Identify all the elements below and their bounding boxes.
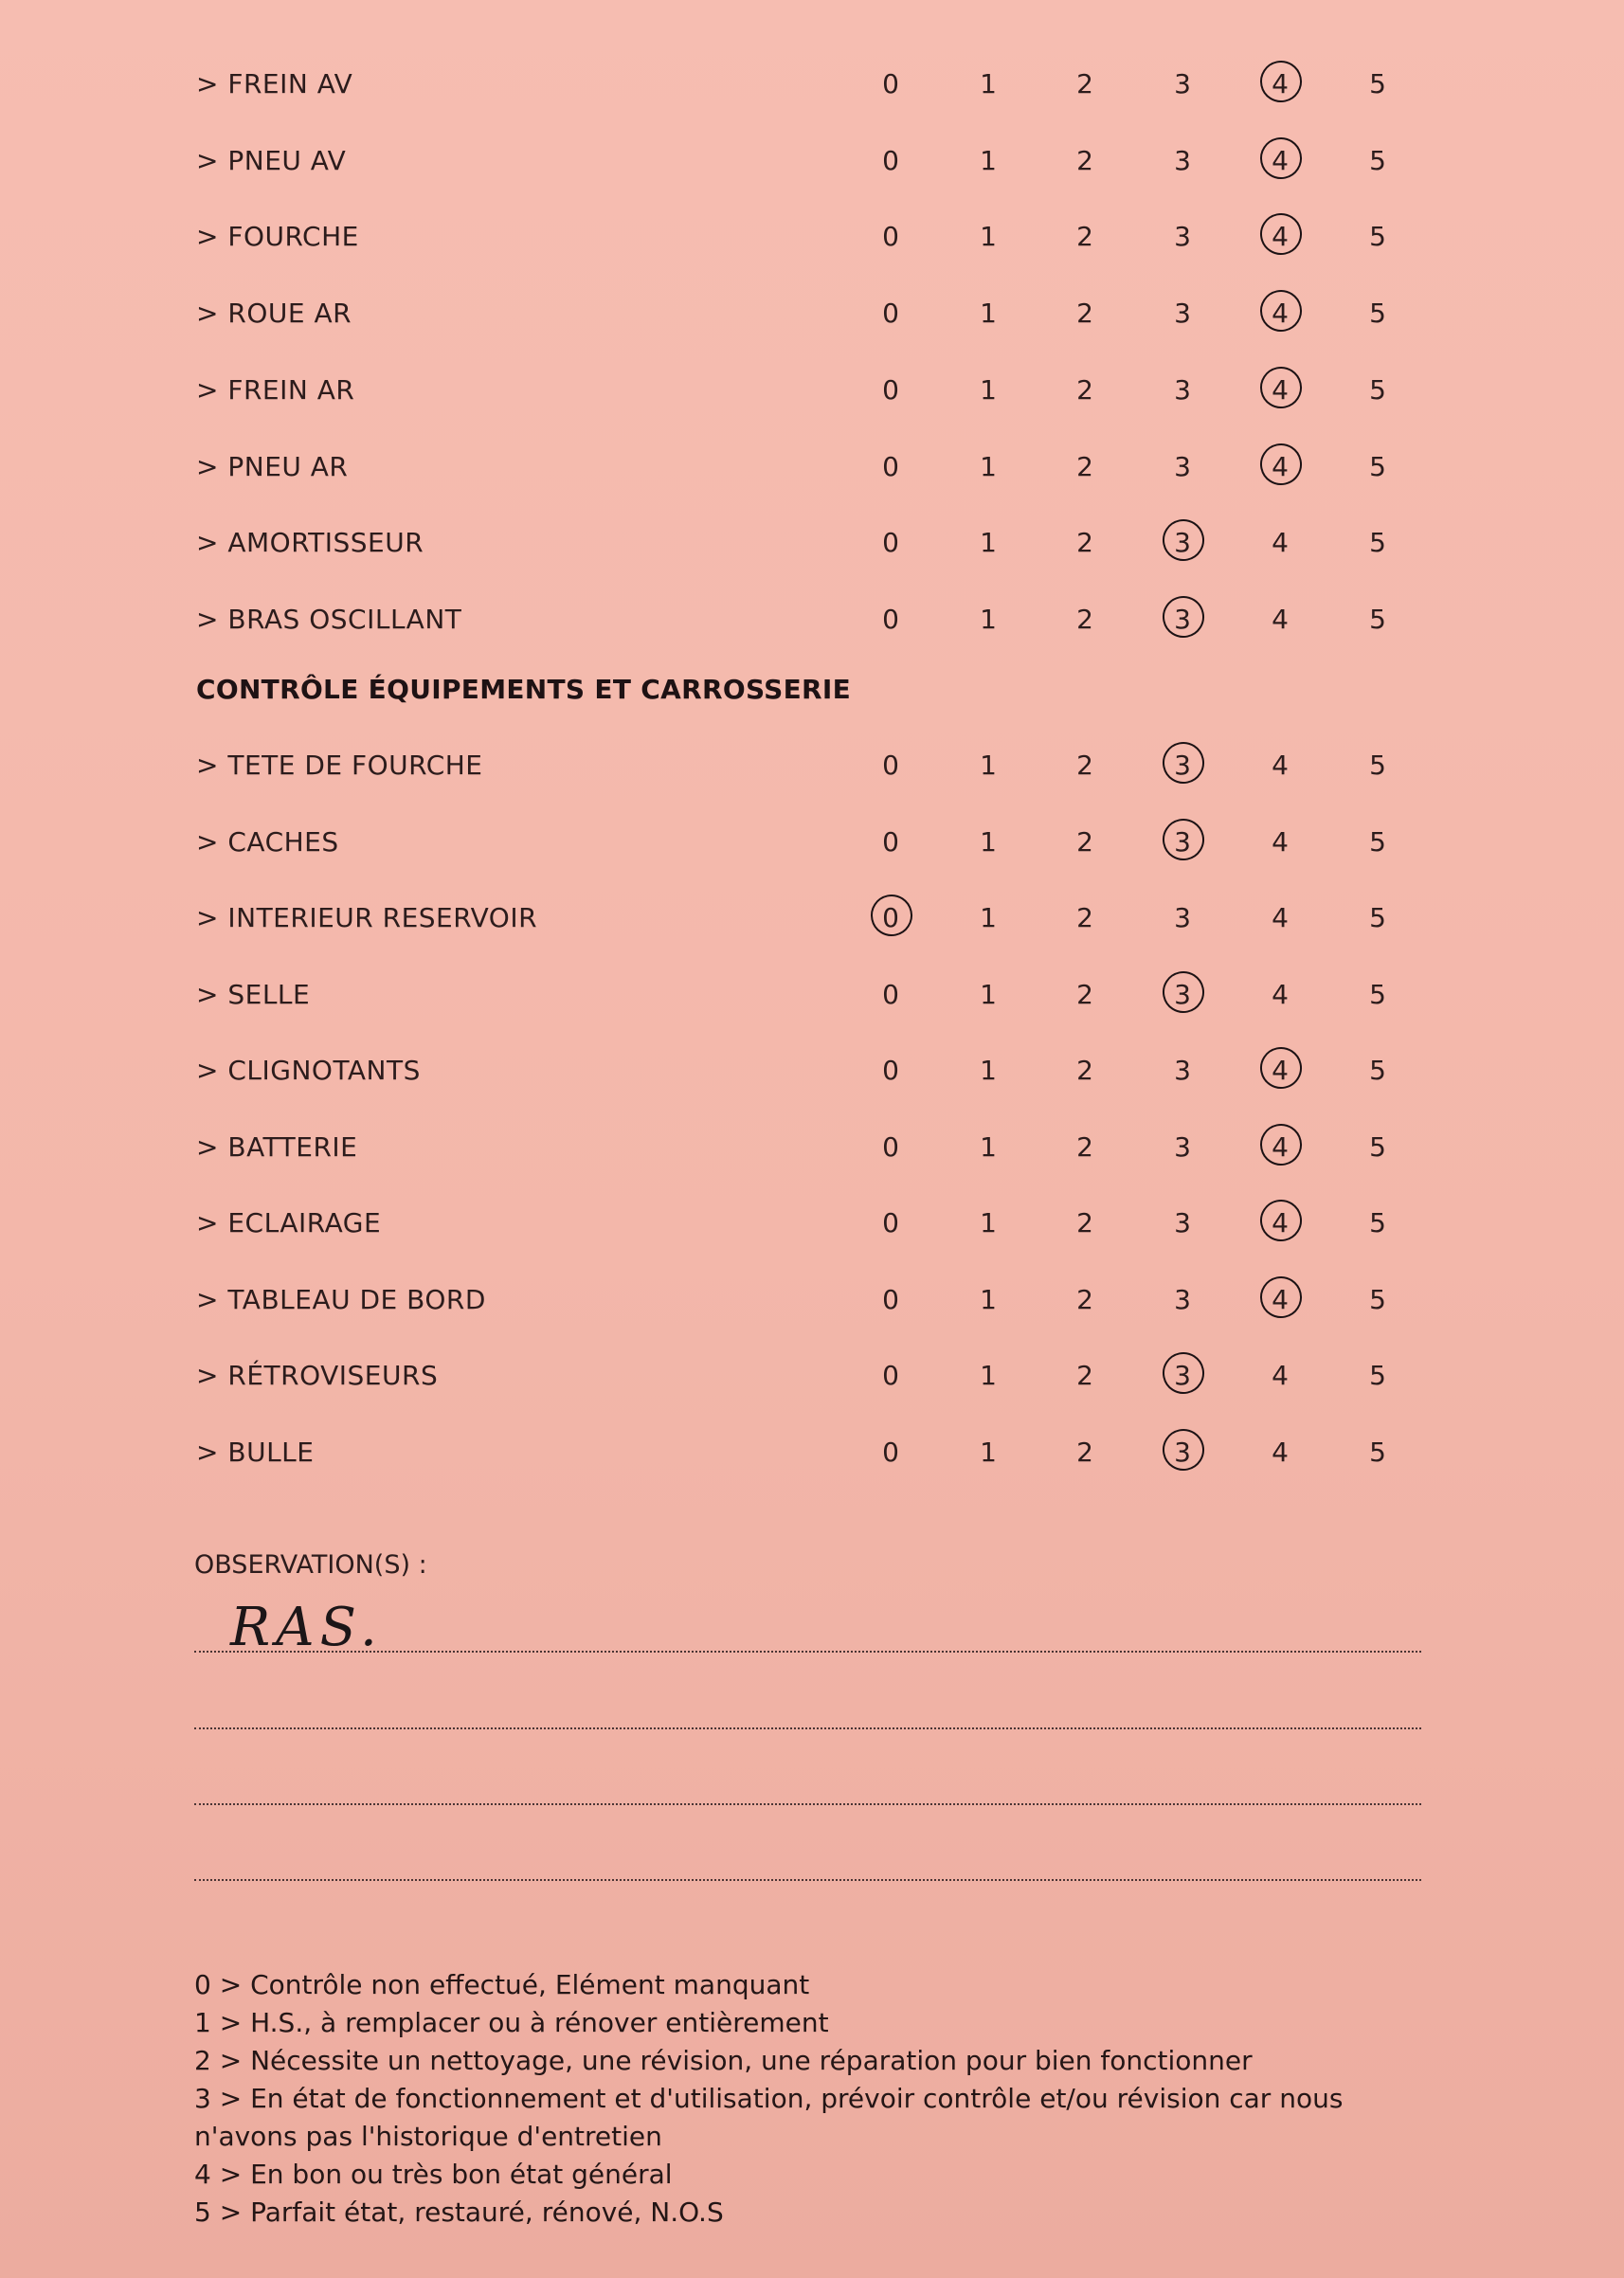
score-option[interactable]: 1 bbox=[980, 825, 997, 858]
score-option-selected[interactable]: 3 bbox=[1154, 1437, 1211, 1468]
score-option[interactable]: 1 bbox=[980, 1360, 997, 1391]
score-option[interactable]: 2 bbox=[1076, 603, 1093, 635]
score-option[interactable]: 0 bbox=[882, 825, 899, 858]
row-label: > TABLEAU DE BORD bbox=[196, 1283, 486, 1315]
score-option-selected[interactable]: 4 bbox=[1252, 1284, 1308, 1315]
score-option[interactable]: 2 bbox=[1076, 527, 1093, 559]
score-option[interactable]: 5 bbox=[1369, 1130, 1386, 1163]
checklist-row bbox=[0, 211, 1624, 268]
checklist-row bbox=[0, 893, 1624, 949]
row-label: > FREIN AR bbox=[196, 373, 355, 406]
section-title: CONTRÔLE ÉQUIPEMENTS ET CARROSSERIE bbox=[196, 674, 852, 705]
score-option-selected[interactable]: 4 bbox=[1252, 1055, 1308, 1086]
score-option[interactable]: 2 bbox=[1076, 1055, 1093, 1086]
observation-line[interactable] bbox=[194, 1727, 1421, 1729]
score-option[interactable]: 0 bbox=[882, 221, 899, 253]
score-option[interactable]: 2 bbox=[1076, 978, 1093, 1010]
score-option[interactable]: 5 bbox=[1369, 373, 1386, 406]
row-label: > CLIGNOTANTS bbox=[196, 1055, 421, 1086]
row-label: > FOURCHE bbox=[196, 221, 359, 253]
score-option[interactable]: 4 bbox=[1272, 825, 1289, 858]
checklist-row bbox=[0, 1275, 1624, 1331]
score-option[interactable]: 0 bbox=[882, 1283, 899, 1315]
score-option[interactable]: 3 bbox=[1174, 1130, 1191, 1163]
score-option[interactable]: 0 bbox=[882, 1207, 899, 1238]
score-option[interactable]: 1 bbox=[980, 1130, 997, 1163]
row-label: > BRAS OSCILLANT bbox=[196, 603, 462, 635]
score-option[interactable]: 4 bbox=[1272, 1436, 1289, 1468]
score-option[interactable]: 0 bbox=[882, 450, 899, 482]
score-option[interactable]: 1 bbox=[980, 298, 997, 330]
score-option[interactable]: 5 bbox=[1369, 902, 1386, 933]
score-option[interactable]: 3 bbox=[1174, 1283, 1191, 1315]
row-label: > BULLE bbox=[196, 1436, 315, 1468]
score-option[interactable]: 2 bbox=[1076, 1283, 1093, 1315]
score-option[interactable]: 5 bbox=[1369, 978, 1386, 1010]
score-option[interactable]: 0 bbox=[882, 298, 899, 330]
checklist-row bbox=[0, 1122, 1624, 1179]
legend-line: 3 > En état de fonctionnement et d'utilisation, prévoir contrôle et/ou révision car nous bbox=[194, 2083, 1344, 2114]
score-option[interactable]: 0 bbox=[882, 750, 899, 781]
score-option[interactable]: 3 bbox=[1174, 298, 1191, 330]
score-option[interactable]: 3 bbox=[1174, 450, 1191, 482]
score-option[interactable]: 5 bbox=[1369, 603, 1386, 635]
score-option[interactable]: 1 bbox=[980, 527, 997, 559]
score-option[interactable]: 5 bbox=[1369, 1436, 1386, 1468]
score-option[interactable]: 5 bbox=[1369, 1055, 1386, 1086]
legend-line: 1 > H.S., à remplacer ou à rénover entièrement bbox=[194, 2007, 829, 2038]
checklist-row bbox=[0, 740, 1624, 797]
row-label: > TETE DE FOURCHE bbox=[196, 750, 483, 781]
row-label: > CACHES bbox=[196, 825, 339, 858]
row-label: > BATTERIE bbox=[196, 1130, 358, 1163]
score-option[interactable]: 2 bbox=[1076, 68, 1093, 99]
score-option[interactable]: 2 bbox=[1076, 298, 1093, 330]
checklist-row bbox=[0, 442, 1624, 498]
score-option[interactable]: 0 bbox=[882, 144, 899, 176]
score-option-selected[interactable]: 4 bbox=[1252, 298, 1308, 329]
score-option-selected[interactable]: 3 bbox=[1154, 1360, 1211, 1391]
observation-line[interactable] bbox=[194, 1651, 1421, 1653]
rating-legend bbox=[194, 1966, 1445, 2232]
score-option-selected[interactable]: 3 bbox=[1154, 527, 1211, 558]
score-option[interactable]: 4 bbox=[1272, 1360, 1289, 1391]
score-option-selected[interactable]: 4 bbox=[1252, 1207, 1308, 1238]
score-option[interactable]: 3 bbox=[1174, 902, 1191, 933]
row-label: > PNEU AV bbox=[196, 144, 347, 176]
checklist-row bbox=[0, 1198, 1624, 1255]
score-option[interactable]: 1 bbox=[980, 1055, 997, 1086]
score-option[interactable]: 3 bbox=[1174, 1207, 1191, 1238]
row-label: > ROUE AR bbox=[196, 298, 352, 330]
row-label: > PNEU AR bbox=[196, 450, 349, 482]
score-option-selected[interactable]: 4 bbox=[1252, 68, 1308, 99]
score-option[interactable]: 5 bbox=[1369, 221, 1386, 253]
row-label: > INTERIEUR RESERVOIR bbox=[196, 902, 538, 933]
score-option[interactable]: 0 bbox=[882, 527, 899, 559]
score-option[interactable]: 1 bbox=[980, 1207, 997, 1238]
score-option[interactable]: 3 bbox=[1174, 68, 1191, 99]
score-option-selected[interactable]: 3 bbox=[1154, 604, 1211, 635]
row-label: > RÉTROVISEURS bbox=[196, 1360, 439, 1391]
score-option[interactable]: 1 bbox=[980, 144, 997, 176]
score-option[interactable]: 1 bbox=[980, 1436, 997, 1468]
row-label: > FREIN AV bbox=[196, 68, 353, 99]
score-option-selected[interactable]: 4 bbox=[1252, 374, 1308, 406]
score-option[interactable]: 2 bbox=[1076, 1360, 1093, 1391]
score-option[interactable]: 5 bbox=[1369, 825, 1386, 858]
score-option[interactable]: 3 bbox=[1174, 221, 1191, 253]
score-option[interactable]: 5 bbox=[1369, 1283, 1386, 1315]
score-option[interactable]: 0 bbox=[882, 1130, 899, 1163]
score-option[interactable]: 1 bbox=[980, 750, 997, 781]
score-option-selected[interactable]: 3 bbox=[1154, 979, 1211, 1010]
checklist-row bbox=[0, 817, 1624, 874]
observation-line[interactable] bbox=[194, 1803, 1421, 1805]
checklist-row bbox=[0, 969, 1624, 1026]
score-option[interactable]: 5 bbox=[1369, 144, 1386, 176]
checklist-row bbox=[0, 288, 1624, 345]
score-option-selected[interactable]: 4 bbox=[1252, 1131, 1308, 1163]
score-option[interactable]: 2 bbox=[1076, 825, 1093, 858]
checklist-row bbox=[0, 594, 1624, 651]
score-option[interactable]: 2 bbox=[1076, 144, 1093, 176]
legend-line: 0 > Contrôle non effectué, Elément manquant bbox=[194, 1969, 810, 2000]
checklist-row bbox=[0, 365, 1624, 422]
checklist-row bbox=[0, 517, 1624, 574]
score-option-selected[interactable]: 3 bbox=[1154, 750, 1211, 781]
score-option[interactable]: 5 bbox=[1369, 298, 1386, 330]
observation-line[interactable] bbox=[194, 1879, 1421, 1881]
legend-line: 5 > Parfait état, restauré, rénové, N.O.S bbox=[194, 2197, 724, 2228]
score-option[interactable]: 2 bbox=[1076, 1130, 1093, 1163]
row-label: > AMORTISSEUR bbox=[196, 527, 424, 559]
score-option[interactable]: 5 bbox=[1369, 527, 1386, 559]
score-option[interactable]: 2 bbox=[1076, 902, 1093, 933]
score-option[interactable]: 1 bbox=[980, 373, 997, 406]
score-option[interactable]: 1 bbox=[980, 1283, 997, 1315]
legend-line: 2 > Nécessite un nettoyage, une révision, une réparation pour bien fonctionner bbox=[194, 2045, 1253, 2076]
score-option[interactable]: 0 bbox=[882, 68, 899, 99]
score-option[interactable]: 4 bbox=[1272, 750, 1289, 781]
score-option[interactable]: 4 bbox=[1272, 978, 1289, 1010]
score-option[interactable]: 0 bbox=[882, 1055, 899, 1086]
score-option[interactable]: 5 bbox=[1369, 450, 1386, 482]
checklist-row bbox=[0, 59, 1624, 116]
score-option[interactable]: 0 bbox=[882, 373, 899, 406]
score-option[interactable]: 0 bbox=[882, 1436, 899, 1468]
score-option-selected[interactable]: 0 bbox=[862, 902, 919, 933]
row-label: > ECLAIRAGE bbox=[196, 1207, 382, 1238]
score-option[interactable]: 4 bbox=[1272, 527, 1289, 559]
score-option[interactable]: 0 bbox=[882, 603, 899, 635]
score-option[interactable]: 4 bbox=[1272, 603, 1289, 635]
score-option[interactable]: 1 bbox=[980, 68, 997, 99]
score-option[interactable]: 1 bbox=[980, 603, 997, 635]
observations-handwriting: RAS. bbox=[230, 1597, 383, 1658]
score-option-selected[interactable]: 4 bbox=[1252, 221, 1308, 252]
checklist-row bbox=[0, 136, 1624, 192]
score-option[interactable]: 0 bbox=[882, 1360, 899, 1391]
score-option[interactable]: 5 bbox=[1369, 1207, 1386, 1238]
score-option-selected[interactable]: 3 bbox=[1154, 826, 1211, 858]
score-option[interactable]: 1 bbox=[980, 978, 997, 1010]
score-option-selected[interactable]: 4 bbox=[1252, 451, 1308, 482]
score-option[interactable]: 5 bbox=[1369, 750, 1386, 781]
legend-line: 4 > En bon ou très bon état général bbox=[194, 2159, 673, 2190]
score-option-selected[interactable]: 4 bbox=[1252, 145, 1308, 176]
score-option[interactable]: 5 bbox=[1369, 68, 1386, 99]
checklist-row bbox=[0, 1350, 1624, 1407]
row-label: > SELLE bbox=[196, 978, 311, 1010]
score-option[interactable]: 2 bbox=[1076, 373, 1093, 406]
observations-label: OBSERVATION(S) : bbox=[194, 1550, 427, 1580]
score-option[interactable]: 5 bbox=[1369, 1360, 1386, 1391]
score-option[interactable]: 2 bbox=[1076, 450, 1093, 482]
score-option[interactable]: 0 bbox=[882, 978, 899, 1010]
score-option[interactable]: 2 bbox=[1076, 750, 1093, 781]
score-option[interactable]: 2 bbox=[1076, 1436, 1093, 1468]
score-option[interactable]: 4 bbox=[1272, 902, 1289, 933]
checklist-row bbox=[0, 1427, 1624, 1484]
score-option[interactable]: 1 bbox=[980, 902, 997, 933]
score-option[interactable]: 1 bbox=[980, 450, 997, 482]
score-option[interactable]: 2 bbox=[1076, 221, 1093, 253]
checklist-row bbox=[0, 1045, 1624, 1102]
score-option[interactable]: 1 bbox=[980, 221, 997, 253]
score-option[interactable]: 3 bbox=[1174, 1055, 1191, 1086]
score-option[interactable]: 3 bbox=[1174, 144, 1191, 176]
score-option[interactable]: 3 bbox=[1174, 373, 1191, 406]
score-option[interactable]: 2 bbox=[1076, 1207, 1093, 1238]
legend-line: n'avons pas l'historique d'entretien bbox=[194, 2121, 662, 2152]
